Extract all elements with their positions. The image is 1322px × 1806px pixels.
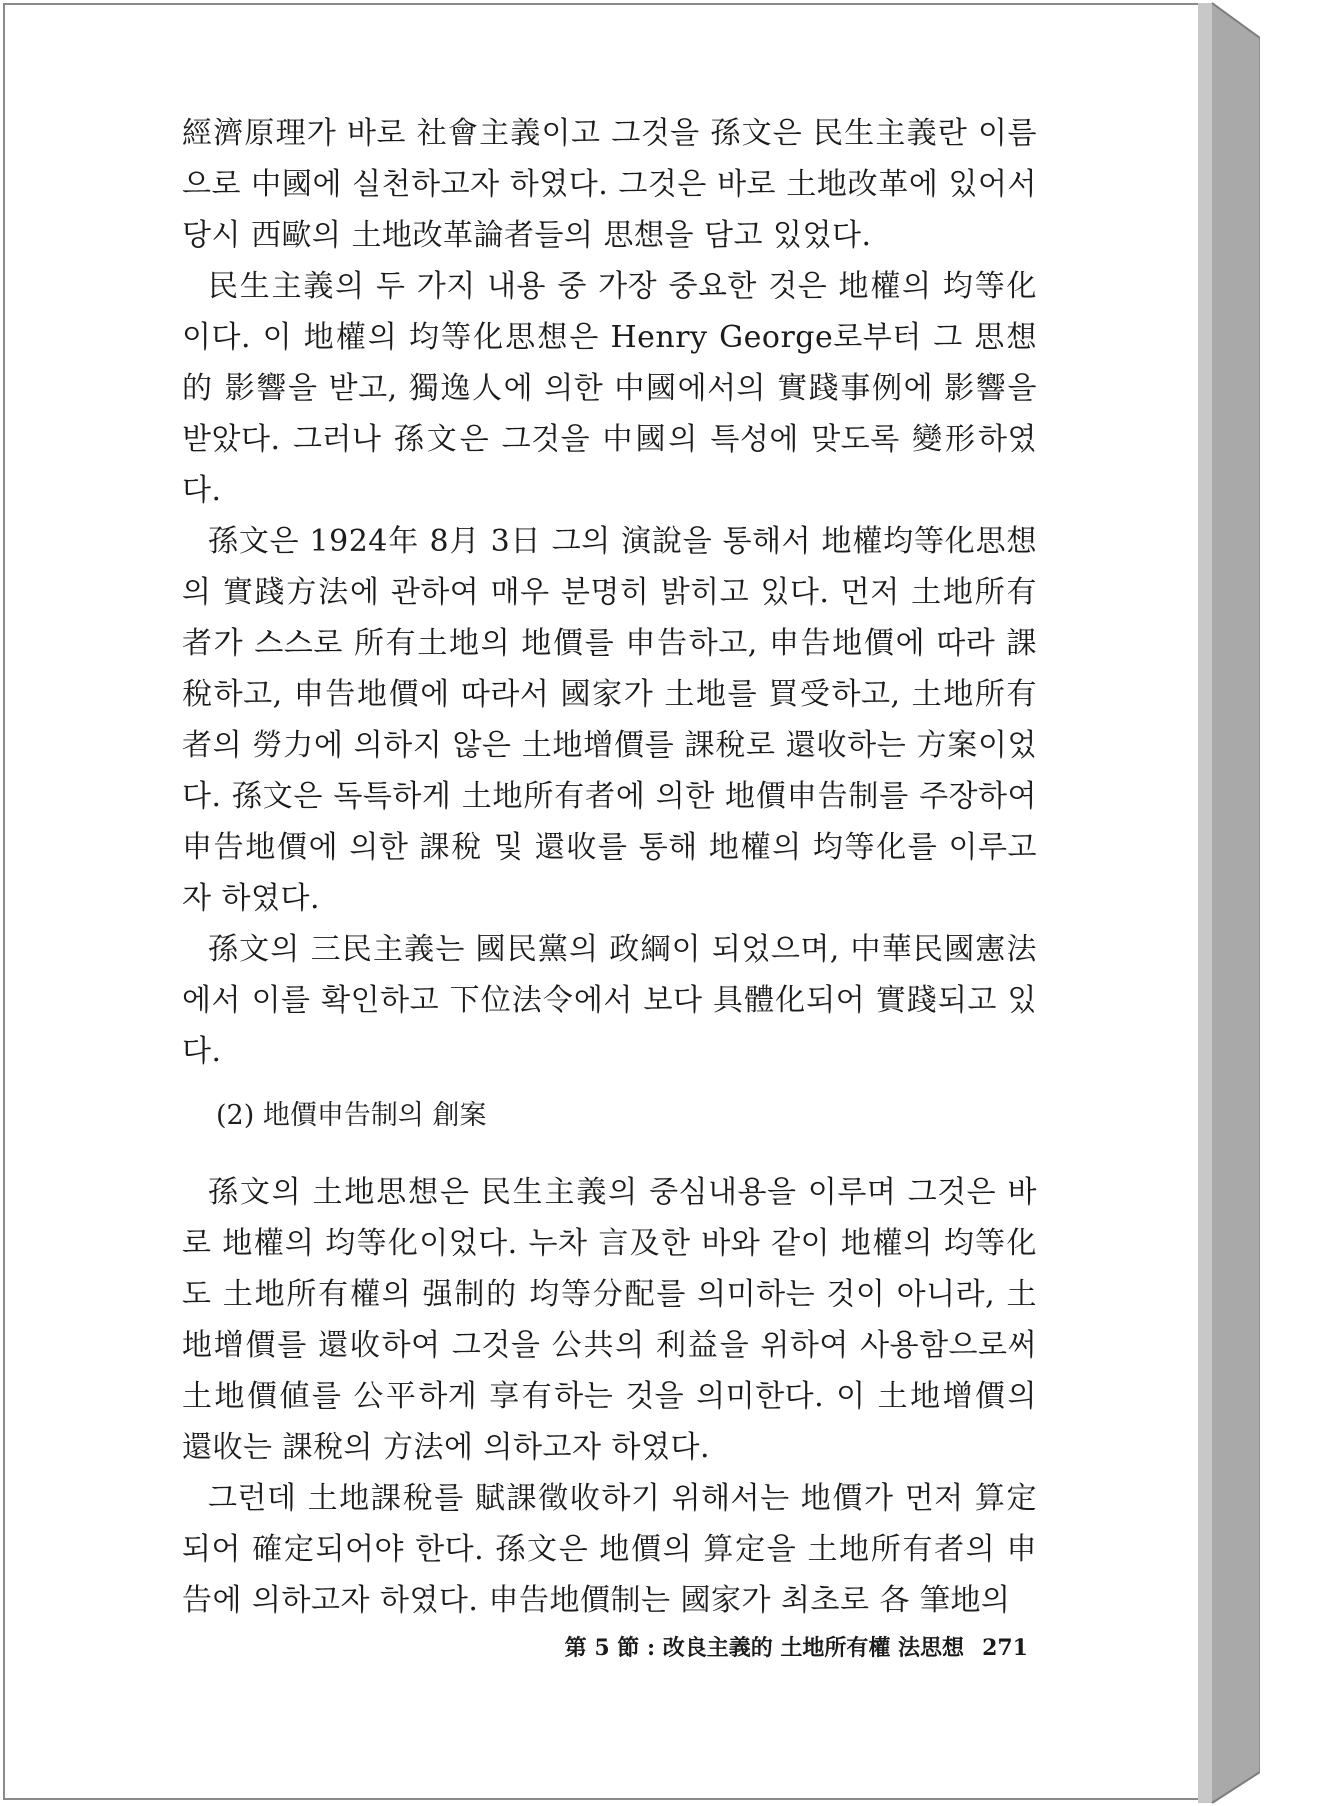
running-head: 第 5 節 : 改良主義的 土地所有權 法思想	[564, 1635, 965, 1661]
paragraph: 民生主義의 두 가지 내용 중 가장 중요한 것은 地權의 均等化이다. 이 地權의 均等化思想은 Henry George로부터 그 思想的 影響을 받고, 獨逸人에 의한 中國에서의 實踐事例에 影響을 받았다. 그러나 孫文은 그것을 中國의 특성에 맞도록 變形하였다.	[182, 269, 1037, 508]
page-number: 271	[982, 1635, 1028, 1661]
paragraph: 그런데 土地課稅를 賦課徵收하기 위해서는 地價가 먼저 算定되어 確定되어야 한다. 孫文은 地價의 算定을 土地所有者의 申告에 의하고자 하였다. 申告地價制는 國家가 최초로 各 筆地의	[182, 1481, 1037, 1618]
section-subheading: (2) 地價申告制의 創案	[216, 1100, 487, 1131]
paragraph: 孫文의 三民主義는 國民黨의 政綱이 되었으며, 中華民國憲法에서 이를 확인하고 下位法令에서 보다 具體化되어 實踐되고 있다.	[182, 932, 1037, 1069]
paragraph: 經濟原理가 바로 社會主義이고 그것을 孫文은 民生主義란 이름으로 中國에 실천하고자 하였다. 그것은 바로 土地改革에 있어서 당시 西歐의 土地改革論者들의 思想을 담고 있었다.	[182, 116, 1037, 253]
book-page-edge	[1198, 0, 1260, 1806]
paragraph: 孫文의 土地思想은 民生主義의 중심내용을 이루며 그것은 바로 地權의 均等化이었다. 누차 言及한 바와 같이 地權의 均等化도 土地所有權의 强制的 均等分配를 의미하는 것이 아니라, 土地增價를 還收하여 그것을 公共의 利益을 위하여 사용함으로써 土地價値를 公平하게 享有하는 것을 의미한다. 이 土地增價의 還收는 課稅의 方法에 의하고자 하였다.	[182, 1175, 1037, 1465]
main-text	[182, 108, 1037, 1626]
page-footer	[538, 1631, 1028, 1662]
paragraph: 孫文은 1924年 8月 3日 그의 演說을 통해서 地權均等化思想의 實踐方法에 관하여 매우 분명히 밝히고 있다. 먼저 土地所有者가 스스로 所有土地의 地價를 申告하고, 申告地價에 따라 課稅하고, 申告地價에 따라서 國家가 土地를 買受하고, 土地所有者의 勞力에 의하지 않은 土地增價를 課稅로 還收하는 方案이었다. 孫文은 독특하게 土地所有者에 의한 地價申告制를 주장하여 申告地價에 의한 課稅 및 還收를 통해 地權의 均等化를 이루고자 하였다.	[182, 524, 1037, 916]
